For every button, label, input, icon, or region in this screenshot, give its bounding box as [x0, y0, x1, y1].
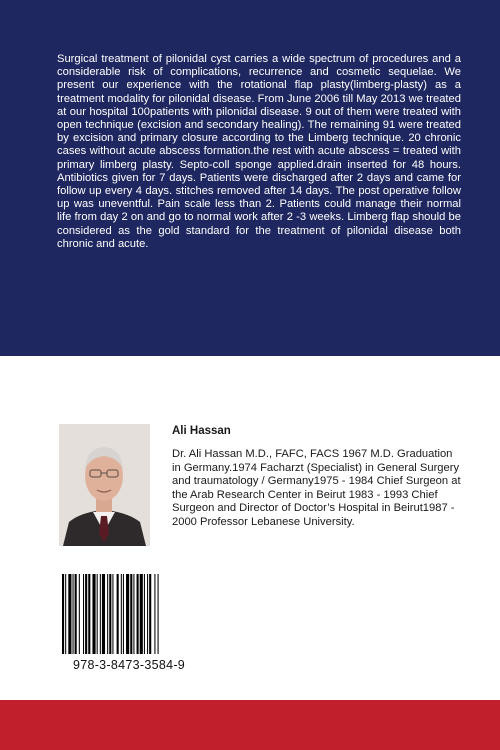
- barcode-bar: [144, 574, 145, 654]
- cover-top-band: [0, 0, 500, 356]
- author-portrait-illustration: [59, 424, 150, 546]
- barcode-bar: [88, 574, 90, 654]
- barcode-bar: [109, 574, 111, 654]
- barcode-bar: [117, 574, 119, 654]
- barcode-bar: [149, 574, 151, 654]
- abstract-text: Surgical treatment of pilonidal cyst carries a wide spectrum of procedures and a considerable risk of complications, recurrence and cosmetic sequelae. We present our experience with the rotational flap plasty(limberg-plasty) as a treatment modality for pilonidal disease. From June 2006 till May 2013 we treated at our hospital 100patients with pilonidal disease. 9 out of them were treated with open technique (excision and secondary healing). The remaining 91 were treated by excision and primary closure according to the Limberg technique. 20 chronic cases without acute abscess formation.the rest with acute abscess = treated with primary limberg plasty. Septo-coll sponge applied.drain inserted for 48 hours. Antibiotics given for 7 days. Patients were discharged after 2 days and came for follow up every 4 days. stitches removed after 14 days. The post operative follow up was uneventful. Pain scale less than 2. Patients could manage their normal life from day 2 on and go to normal work after 2 -3 weeks. Limberg flap should be considered as the gold standard for the treatment of pilonidal disease both chronic and acute.: [57, 53, 461, 250]
- barcode-bar: [158, 574, 159, 654]
- barcode: [59, 574, 199, 656]
- author-bio: Dr. Ali Hassan M.D., FAFC, FACS 1967 M.D. Graduation in Germany.1974 Facharzt (Specialist) in General Surgery and traumatology / Germany1975 - 1984 Chief Surgeon at the Arab Research Center in Beirut 1983 - 1993 Chief Surgeon and Director of Doctor’s Hospital in Beirut1987 - 2000 Professor Lebanese University.: [172, 448, 461, 528]
- barcode-bars: [59, 574, 199, 656]
- barcode-bar: [73, 574, 74, 654]
- barcode-bar: [83, 574, 84, 654]
- barcode-bar: [79, 574, 80, 654]
- barcode-bar: [121, 574, 122, 654]
- barcode-bar: [97, 574, 98, 654]
- cover-bottom-band: [0, 700, 500, 750]
- barcode-bar: [100, 574, 101, 654]
- barcode-bar: [140, 574, 143, 654]
- barcode-bar: [130, 574, 132, 654]
- barcode-bar: [85, 574, 87, 654]
- barcode-bar: [62, 574, 64, 654]
- barcode-bar: [126, 574, 129, 654]
- author-name: Ali Hassan: [172, 425, 231, 437]
- barcode-bar: [137, 574, 139, 654]
- barcode-bar: [68, 574, 71, 654]
- barcode-bar: [102, 574, 105, 654]
- barcode-bar: [92, 574, 95, 654]
- isbn-number: 978-3-8473-3584-9: [72, 658, 186, 672]
- barcode-bar: [112, 574, 113, 654]
- barcode-bar: [65, 574, 66, 654]
- barcode-bar: [123, 574, 124, 654]
- barcode-bar: [154, 574, 155, 654]
- barcode-bar: [75, 574, 77, 654]
- barcode-bar: [147, 574, 148, 654]
- barcode-bar: [107, 574, 108, 654]
- author-photo: [59, 424, 150, 546]
- barcode-bar: [133, 574, 134, 654]
